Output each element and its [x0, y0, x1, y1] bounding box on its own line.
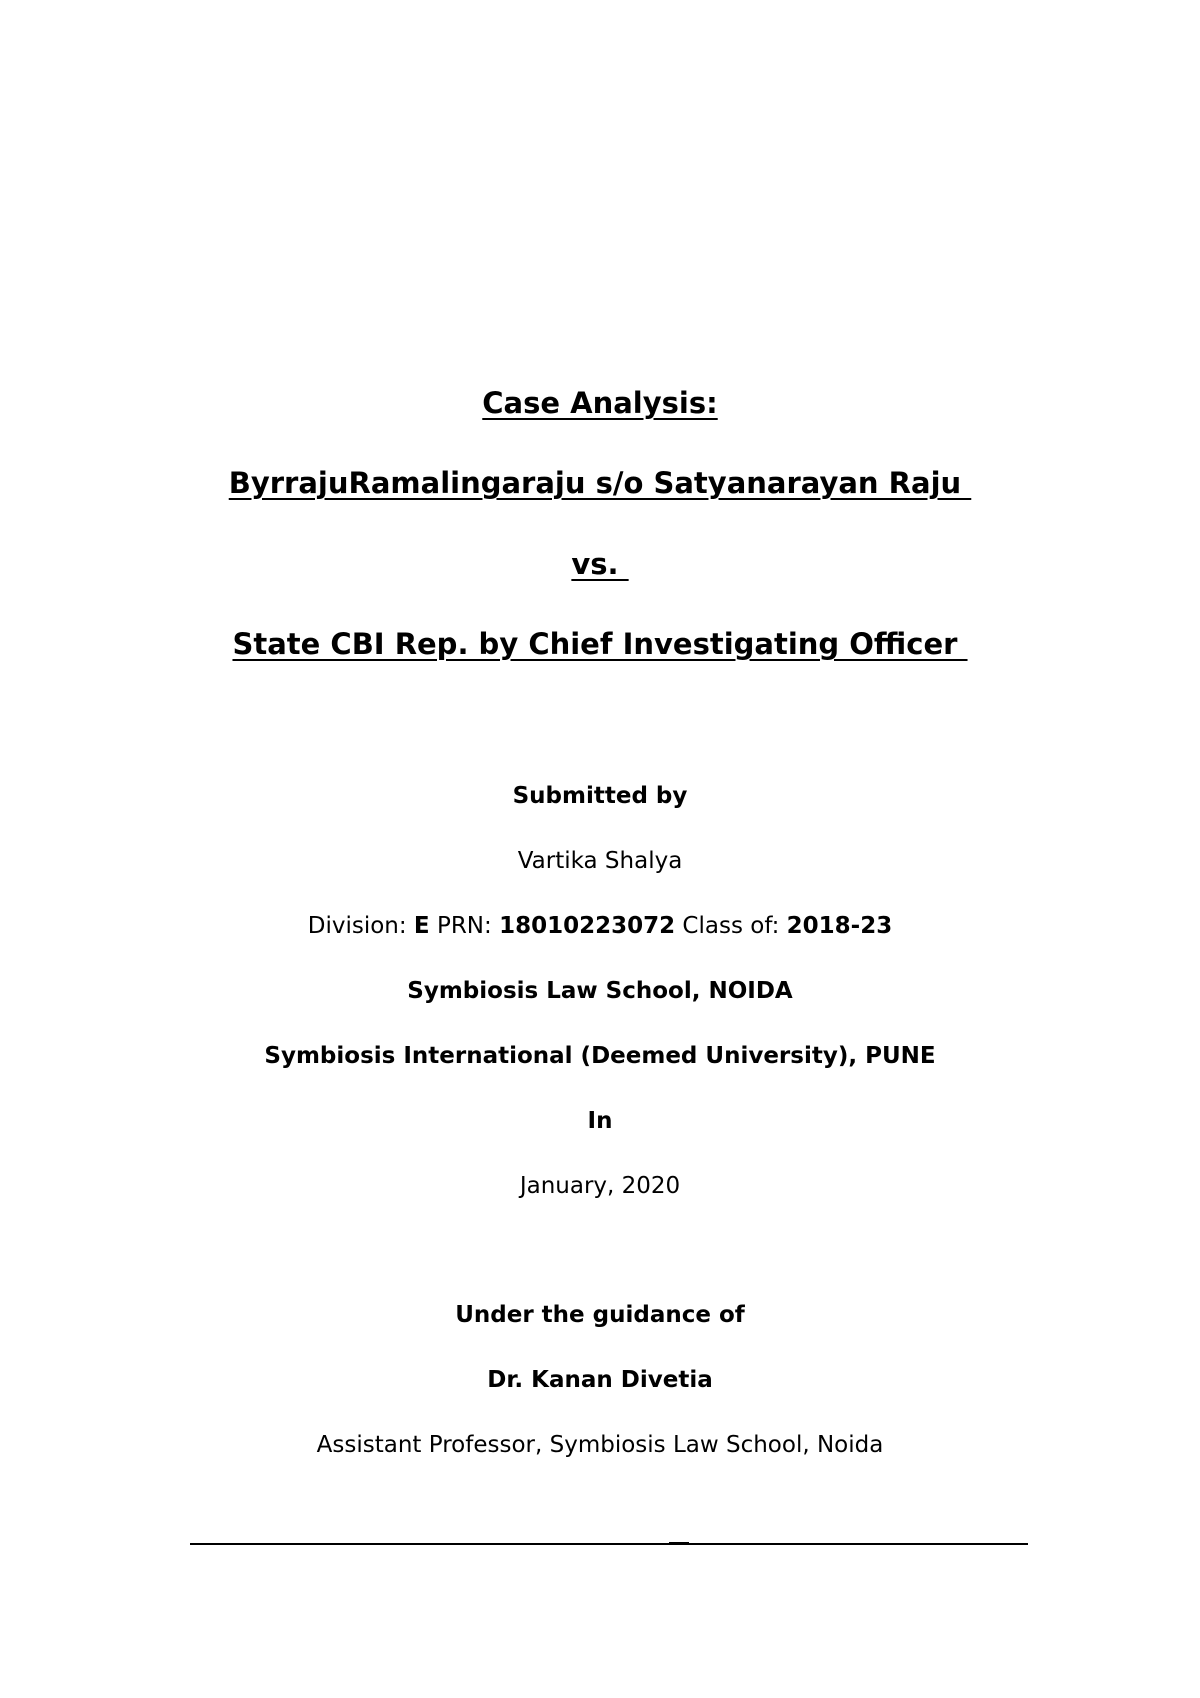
guide-title: Assistant Professor, Symbiosis Law School, Noida [316, 1432, 884, 1458]
in-label: In [587, 1108, 613, 1134]
guidance-label: Under the guidance of [455, 1302, 745, 1328]
bottom-rule [190, 1543, 1028, 1545]
submitted-by-label: Submitted by [512, 783, 688, 809]
class-label: Class of: [675, 913, 787, 939]
title-party-one: ByrrajuRamalingaraju s/o Satyanarayan Raju [228, 466, 972, 500]
division-label: Division: [307, 913, 414, 939]
title-heading: Case Analysis: [482, 386, 718, 420]
student-name: Vartika Shalya [517, 848, 683, 874]
university-name: Symbiosis International (Deemed University), PUNE [264, 1043, 936, 1069]
title-versus: vs. [571, 547, 629, 581]
school-name: Symbiosis Law School, NOIDA [407, 978, 793, 1004]
submission-date: January, 2020 [519, 1173, 681, 1199]
student-details [0, 915, 1200, 938]
title-party-two: State CBI Rep. by Chief Investigating Officer [232, 627, 968, 661]
division-value: E [413, 913, 430, 939]
prn-label: PRN: [429, 913, 500, 939]
bottom-rule-notch [669, 1542, 689, 1545]
prn-value: 18010223072 [499, 913, 676, 939]
class-value: 2018-23 [786, 913, 893, 939]
guide-name: Dr. Kanan Divetia [487, 1367, 713, 1393]
